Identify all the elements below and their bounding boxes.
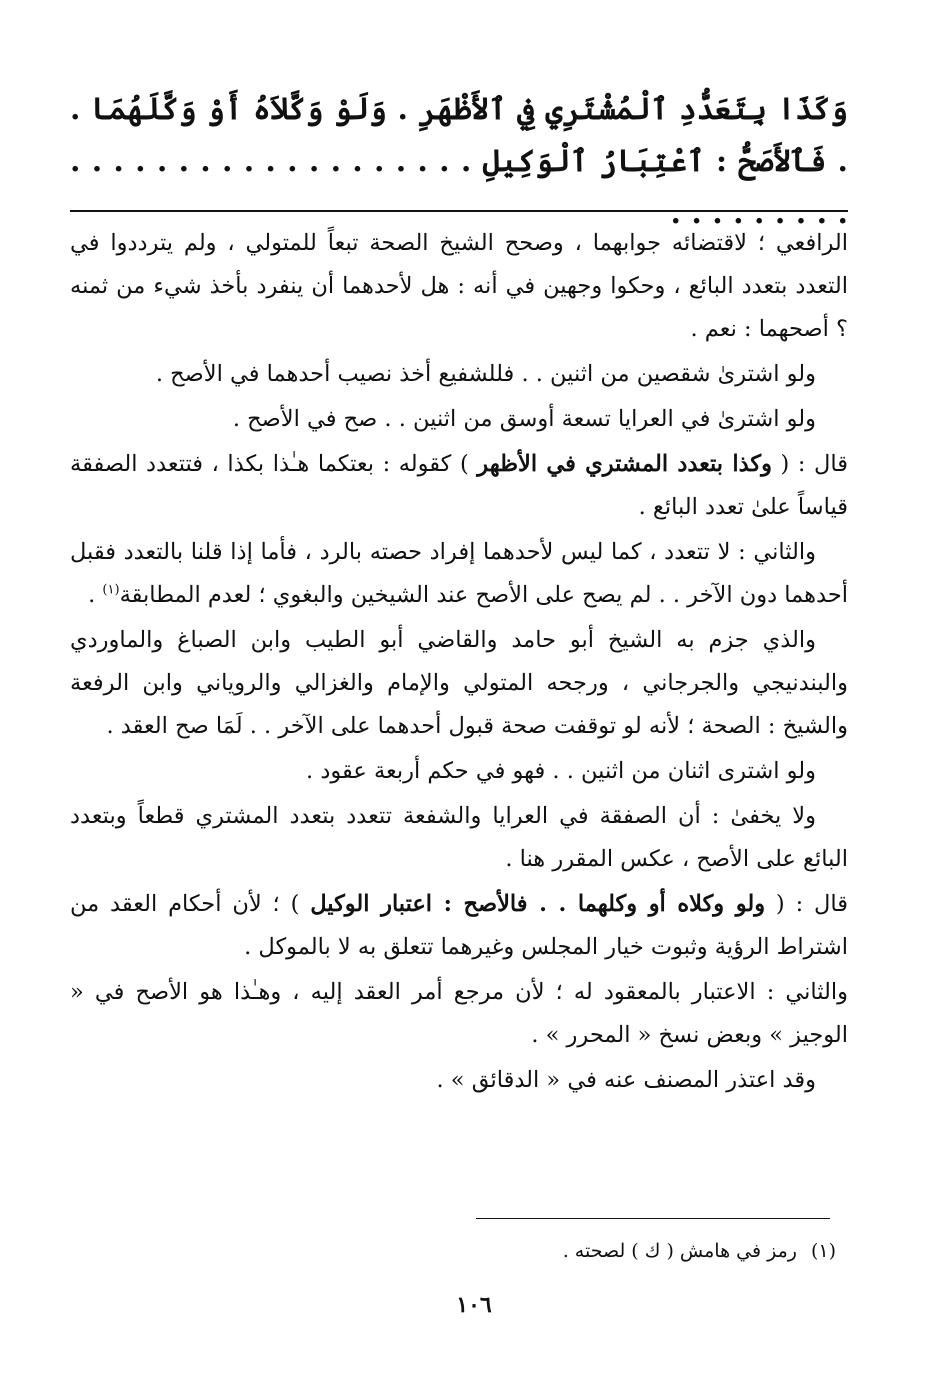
- paragraph-end: .: [88, 582, 103, 608]
- footnote-reference: (١): [102, 582, 120, 598]
- quoted-matn: ولو وكلاه أو وكلهما . . فالأصح : اعتبار الوكيل: [310, 891, 766, 917]
- paragraph-continuation: ) كقوله : بعتكما هـٰذا بكذا ، فتتعدد الصفقة قياساً علىٰ تعدد البائع .: [70, 451, 848, 520]
- matn-separator-rule: [70, 210, 848, 212]
- matn-text: وَكَذَا بِتَعَدُّدِ ٱلْمُشْتَرِي فِي ٱلأَظْهَرِ . وَلَوْ وَكَّلاَهُ أَوْ وَكَّلَهُمَا . . فَٱلأَصَحُّ : ٱعْتِبَارُ ٱلْوَكِيلِ . . . . . . . . . . . . . . . . . . . . . . . . . . . .: [70, 92, 848, 231]
- paragraph-text: والثاني : لا تتعدد ، كما ليس لأحدهما إفراد حصته بالرد ، فأما إذا قلنا بالتعدد فقبل أحدهما دون الآخر . . لم يصح على الأصح عند الشيخين والبغوي ؛ لعدم المطابقة: [70, 539, 848, 608]
- page-number: ١٠٦: [456, 1292, 492, 1318]
- commentary-paragraph-3: ولو اشترىٰ في العرايا تسعة أوسق من اثنين . . صح في الأصح .: [232, 406, 816, 432]
- commentary-paragraph-4: [70, 443, 848, 529]
- footnote: [400, 1234, 836, 1268]
- paragraph-continuation: ) ؛ لأن أحكام العقد من اشتراط الرؤية وثبوت خيار المجلس وغيرهما تتعلق به لا بالموكل .: [70, 891, 848, 960]
- commentary-paragraph-8: ولا يخفىٰ : أن الصفقة في العرايا والشفعة تتعدد بتعدد المشتري قطعاً وبتعدد البائع على الأصح ، عكس المقرر هنا .: [70, 803, 848, 872]
- qala-prefix: قال : (: [765, 891, 849, 917]
- commentary-paragraph-7: ولو اشترى اثنان من اثنين . . فهو في حكم أربعة عقود .: [306, 758, 816, 784]
- quoted-matn: وكذا بتعدد المشتري في الأظهر: [477, 451, 772, 477]
- commentary-paragraph-5: [70, 531, 848, 617]
- commentary-paragraph-11: وقد اعتذر المصنف عنه في « الدقائق » .: [436, 1067, 816, 1093]
- commentary-paragraph-9: [70, 883, 848, 969]
- commentary-paragraph-2: ولو اشترىٰ شقصين من اثنين . . فللشفيع أخذ نصيب أحدهما في الأصح .: [155, 361, 816, 387]
- footnote-number: (١): [810, 1240, 836, 1262]
- commentary-body: [70, 222, 848, 1104]
- footnote-text: رمز في هامش ( ك ) لصحته .: [562, 1240, 797, 1262]
- commentary-paragraph-6: والذي جزم به الشيخ أبو حامد والقاضي أبو الطيب وابن الصباغ والماوردي والبندنيجي والجرجاني ، ورجحه المتولي والإمام والغزالي والروياني وابن الرفعة والشيخ : الصحة ؛ لأنه لو توقفت صحة قبول أحدهما على الآخر . . لَمَا صح العقد .: [70, 627, 848, 739]
- commentary-paragraph-10: والثاني : الاعتبار بالمعقود له ؛ لأن مرجع أمر العقد إليه ، وهـٰذا هو الأصح في « الوجيز » وبعض نسخ « المحرر » .: [70, 979, 848, 1048]
- footnote-separator-rule: [476, 1218, 830, 1219]
- qala-prefix: قال : (: [771, 451, 848, 477]
- commentary-paragraph-1: الرافعي ؛ لاقتضائه جوابهما ، وصحح الشيخ الصحة تبعاً للمتولي ، ولم يترددوا في التعدد بتعدد البائع ، وحكوا وجهين في أنه : هل لأحدهما أن ينفرد بأخذ شيء من ثمنه ؟ أصحهما : نعم .: [70, 230, 848, 342]
